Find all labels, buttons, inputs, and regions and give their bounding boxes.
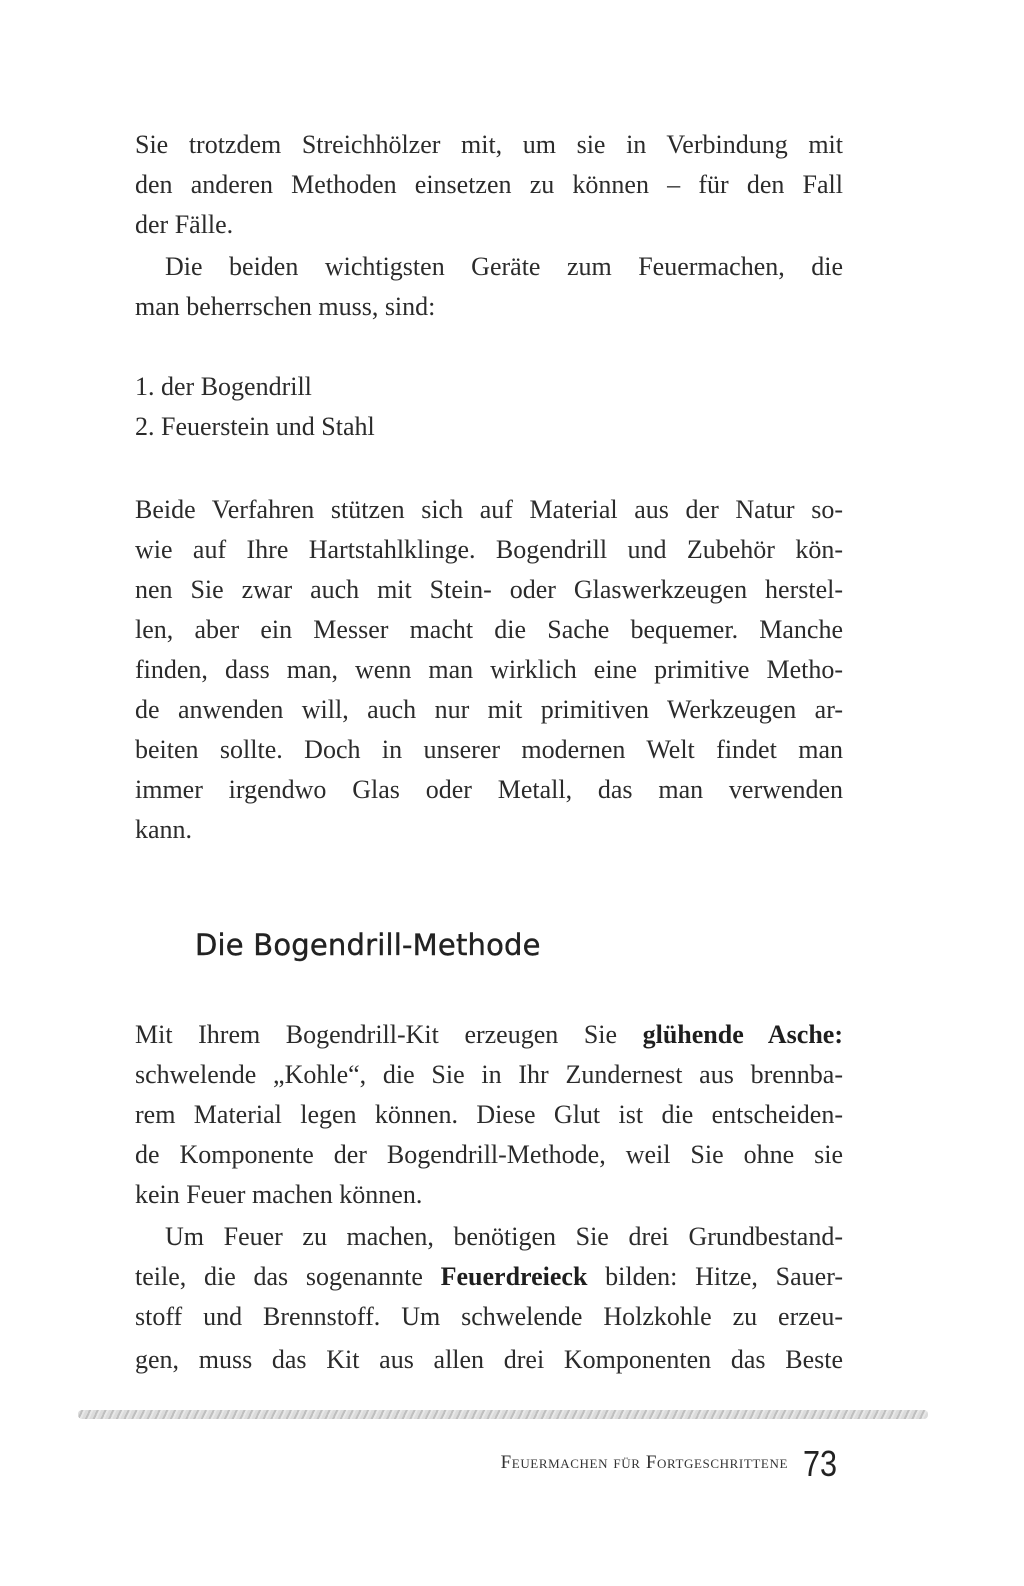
body-line: finden, dass man, wenn man wirklich eine primitive Metho- [135, 655, 843, 684]
list-item: 2. Feuerstein und Stahl [135, 412, 375, 441]
body-line: Um Feuer zu machen, benötigen Sie drei Grundbestand- [165, 1222, 843, 1251]
body-line: schwelende „Kohle“, die Sie in Ihr Zundernest aus brennba- [135, 1060, 843, 1089]
body-line: de Komponente der Bogendrill-Methode, weil Sie ohne sie [135, 1140, 843, 1169]
body-line: kein Feuer machen können. [135, 1180, 423, 1209]
body-line: beiten sollte. Doch in unserer modernen Welt findet man [135, 735, 843, 764]
text: teile, die das sogenannte [135, 1262, 441, 1291]
body-line: Beide Verfahren stützen sich auf Material aus der Natur so- [135, 495, 843, 524]
body-line: gen, muss das Kit aus allen drei Komponenten das Beste [135, 1345, 843, 1374]
body-line [135, 1015, 843, 1055]
body-line: immer irgendwo Glas oder Metall, das man verwenden [135, 775, 843, 804]
body-line: den anderen Methoden einsetzen zu können – für den Fall [135, 170, 843, 199]
body-line: der Fälle. [135, 210, 234, 239]
body-line: len, aber ein Messer macht die Sache bequemer. Manche [135, 615, 843, 644]
running-title: Feuermachen für Fortgeschrittene [500, 1452, 788, 1473]
rope-divider [78, 1410, 928, 1419]
bold-term: Feuerdreieck [440, 1262, 588, 1291]
body-line: Sie trotzdem Streichhölzer mit, um sie in Verbindung mit [135, 130, 843, 159]
body-line: man beherrschen muss, sind: [135, 292, 436, 321]
body-line [135, 1257, 843, 1297]
body-line: wie auf Ihre Hartstahlklinge. Bogendrill und Zubehör kön- [135, 535, 843, 564]
text: bilden: Hitze, Sauer- [587, 1262, 843, 1291]
body-line: kann. [135, 815, 193, 844]
list-item: 1. der Bogendrill [135, 372, 312, 401]
body-line: stoff und Brennstoff. Um schwelende Holzkohle zu erzeu- [135, 1302, 843, 1331]
page-number: 73 [803, 1443, 838, 1484]
body-line: nen Sie zwar auch mit Stein- oder Glaswerkzeugen herstel- [135, 575, 843, 604]
body-line: Die beiden wichtigsten Geräte zum Feuermachen, die [165, 252, 843, 281]
section-heading: Die Bogendrill-Methode [195, 928, 541, 962]
body-line: de anwenden will, auch nur mit primitiven Werkzeugen ar- [135, 695, 843, 724]
text: Mit Ihrem Bogendrill-Kit erzeugen Sie [135, 1020, 643, 1049]
body-line: rem Material legen können. Diese Glut ist die entscheiden- [135, 1100, 843, 1129]
bold-term: glühende Asche: [642, 1020, 843, 1049]
